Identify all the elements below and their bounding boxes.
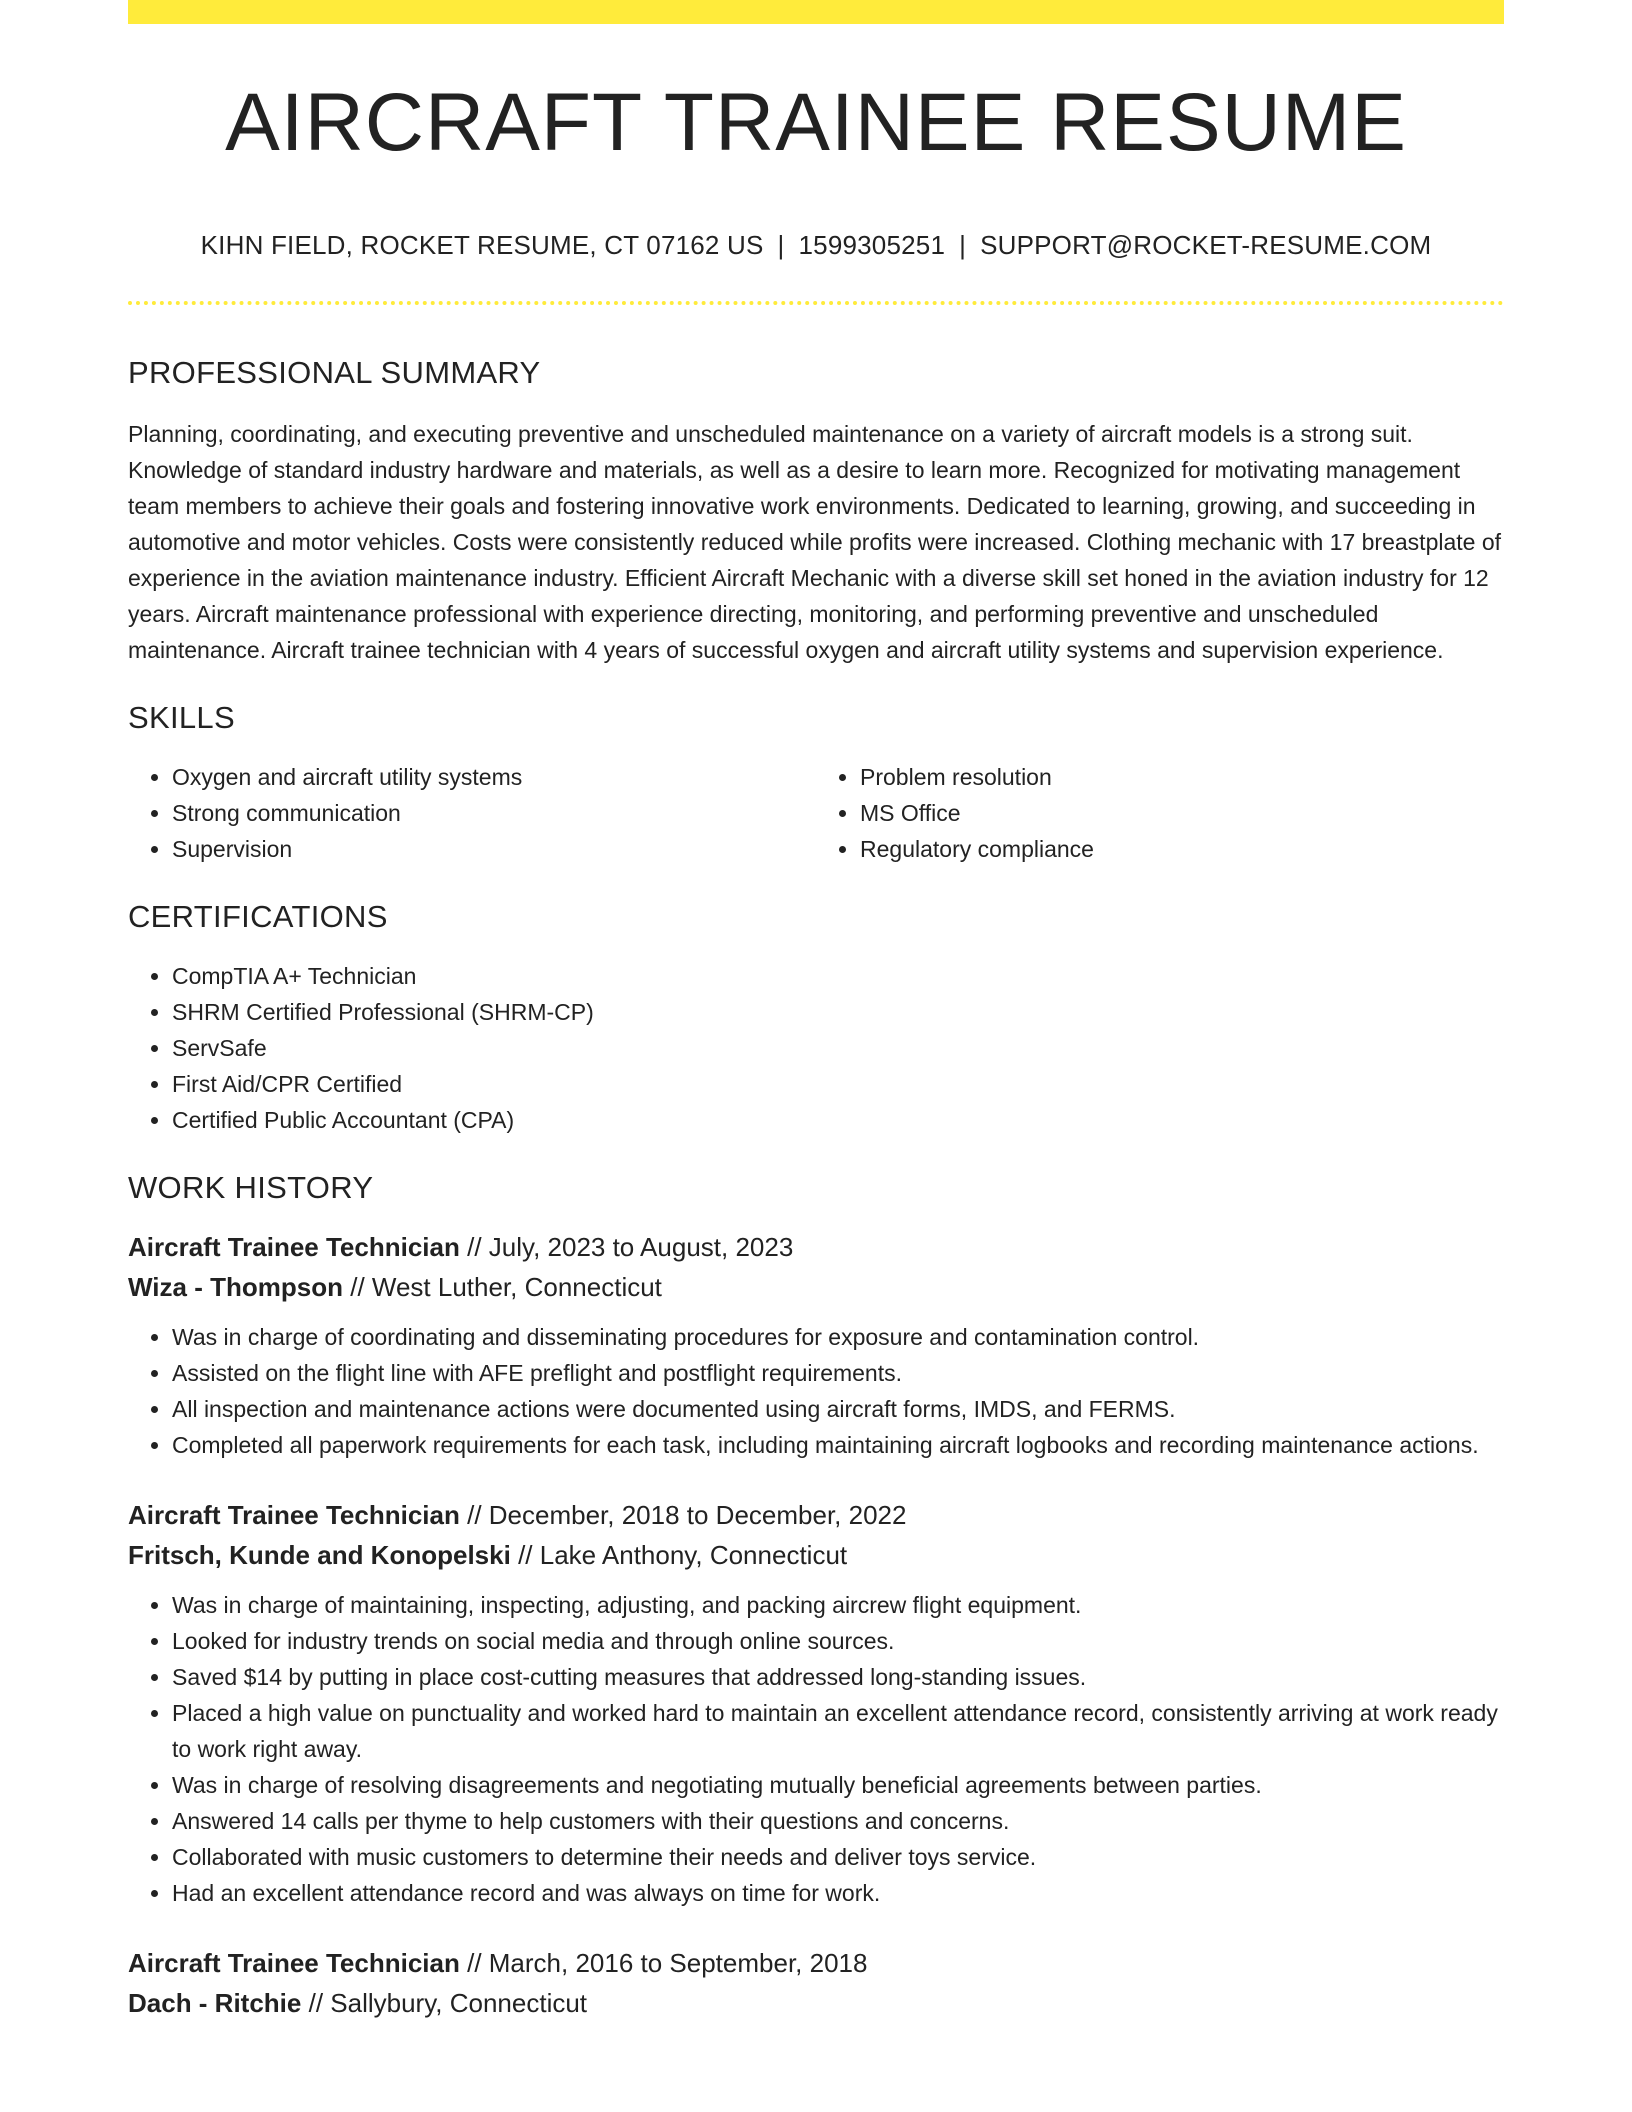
- skills-section: [128, 702, 1504, 867]
- job-location: // Lake Anthony, Connecticut: [518, 1540, 848, 1570]
- skills-heading: SKILLS: [128, 700, 235, 735]
- job-title-line: [128, 1495, 1504, 1535]
- job-bullet: • All inspection and maintenance actions were documented using aircraft forms, IMDS, and FERMS.: [172, 1391, 1504, 1427]
- job-entry: [128, 1227, 1504, 1463]
- skills-columns: [128, 759, 1504, 867]
- summary-section: [128, 357, 1504, 668]
- job-title: Aircraft Trainee Technician: [128, 1232, 460, 1262]
- contact-separator: |: [777, 230, 785, 260]
- job-title: Aircraft Trainee Technician: [128, 1500, 460, 1530]
- contact-email: SUPPORT@ROCKET-RESUME.COM: [980, 230, 1432, 260]
- job-company: Wiza - Thompson: [128, 1272, 343, 1302]
- resume-page: [128, 0, 1504, 2023]
- skill-item: • Regulatory compliance: [860, 831, 1504, 867]
- job-company: Dach - Ritchie: [128, 1988, 302, 2018]
- skill-item: • Problem resolution: [860, 759, 1504, 795]
- job-location: // West Luther, Connecticut: [350, 1272, 662, 1302]
- certification-item: • Certified Public Accountant (CPA): [172, 1102, 1504, 1138]
- contact-phone: 1599305251: [798, 230, 946, 260]
- job-title: Aircraft Trainee Technician: [128, 1948, 460, 1978]
- job-bullet: • Was in charge of coordinating and disseminating procedures for exposure and contamination control.: [172, 1319, 1504, 1355]
- contact-line: [128, 230, 1504, 261]
- job-entry: [128, 1495, 1504, 1911]
- job-company-line: [128, 1267, 1504, 1307]
- certifications-section: [128, 901, 1504, 1138]
- certification-item: • First Aid/CPR Certified: [172, 1066, 1504, 1102]
- job-title-line: [128, 1943, 1504, 1983]
- job-bullet: • Assisted on the flight line with AFE preflight and postflight requirements.: [172, 1355, 1504, 1391]
- work-history-section: [128, 1172, 1504, 2023]
- contact-separator: |: [959, 230, 967, 260]
- skill-item: • MS Office: [860, 795, 1504, 831]
- job-bullets: [128, 1319, 1504, 1463]
- job-company-line: [128, 1535, 1504, 1575]
- contact-address: KIHN FIELD, ROCKET RESUME, CT 07162 US: [200, 230, 764, 260]
- job-company-line: [128, 1983, 1504, 2023]
- job-dates: // March, 2016 to September, 2018: [467, 1948, 868, 1978]
- job-bullet: • Looked for industry trends on social media and through online sources.: [172, 1623, 1504, 1659]
- job-bullet: • Was in charge of maintaining, inspecting, adjusting, and packing aircrew flight equipment.: [172, 1587, 1504, 1623]
- skill-item: • Strong communication: [172, 795, 816, 831]
- job-location: // Sallybury, Connecticut: [308, 1988, 588, 2018]
- job-bullet: • Was in charge of resolving disagreements and negotiating mutually beneficial agreements between parties.: [172, 1767, 1504, 1803]
- certification-item: • ServSafe: [172, 1030, 1504, 1066]
- certifications-list: [128, 958, 1504, 1138]
- job-bullet: • Collaborated with music customers to determine their needs and deliver toys service.: [172, 1839, 1504, 1875]
- work-history-heading: WORK HISTORY: [128, 1170, 374, 1205]
- job-bullet: • Completed all paperwork requirements for each task, including maintaining aircraft logbooks and recording maintenance actions.: [172, 1427, 1504, 1463]
- certification-item: • SHRM Certified Professional (SHRM-CP): [172, 994, 1504, 1030]
- job-dates: // July, 2023 to August, 2023: [467, 1232, 794, 1262]
- job-bullet: • Answered 14 calls per thyme to help customers with their questions and concerns.: [172, 1803, 1504, 1839]
- top-accent-bar: [128, 0, 1504, 24]
- skills-list-right: [816, 759, 1504, 867]
- job-company: Fritsch, Kunde and Konopelski: [128, 1540, 511, 1570]
- summary-text: Planning, coordinating, and executing preventive and unscheduled maintenance on a variety of aircraft models is a strong suit. Knowledge of standard industry hardware and materials, as well as a desire to learn more. Recognized for motivating management team members to achieve their goals and fostering innovative work environments. Dedicated to learning, growing, and succeeding in automotive and motor vehicles. Costs were consistently reduced while profits were increased. Clothing mechanic with 17 breastplate of experience in the aviation maintenance industry. Efficient Aircraft Mechanic with a diverse skill set honed in the aviation industry for 12 years. Aircraft maintenance professional with experience directing, monitoring, and performing preventive and unscheduled maintenance. Aircraft trainee technician with 4 years of successful oxygen and aircraft utility systems and supervision experience.: [128, 421, 1502, 663]
- job-title-line: [128, 1227, 1504, 1267]
- summary-heading: PROFESSIONAL SUMMARY: [128, 355, 541, 390]
- dotted-divider: [128, 301, 1504, 305]
- certifications-heading: CERTIFICATIONS: [128, 899, 388, 934]
- job-bullet: • Placed a high value on punctuality and worked hard to maintain an excellent attendance record, consistently arriving at work ready to work right away.: [172, 1695, 1504, 1767]
- skills-list-left: [128, 759, 816, 867]
- job-bullet: • Had an excellent attendance record and was always on time for work.: [172, 1875, 1504, 1911]
- job-bullets: [128, 1587, 1504, 1911]
- job-bullet: • Saved $14 by putting in place cost-cutting measures that addressed long-standing issues.: [172, 1659, 1504, 1695]
- job-entry: [128, 1943, 1504, 2023]
- resume-title: AIRCRAFT TRAINEE RESUME: [225, 77, 1407, 168]
- certification-item: • CompTIA A+ Technician: [172, 958, 1504, 994]
- skill-item: • Oxygen and aircraft utility systems: [172, 759, 816, 795]
- skill-item: • Supervision: [172, 831, 816, 867]
- job-dates: // December, 2018 to December, 2022: [467, 1500, 907, 1530]
